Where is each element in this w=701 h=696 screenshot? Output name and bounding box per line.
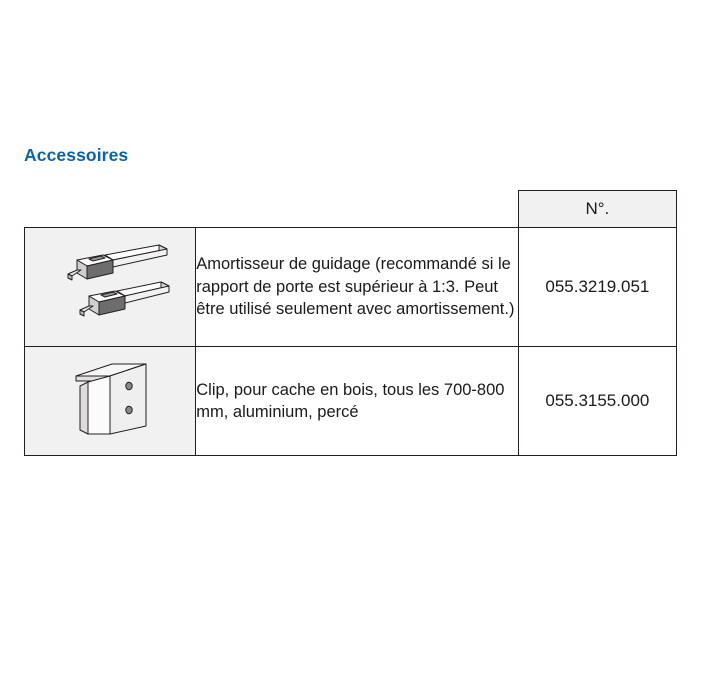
table-row [25, 347, 677, 456]
table-header-row [25, 191, 677, 228]
clip-bracket-illustration [25, 347, 195, 455]
table-row [25, 228, 677, 347]
header-image-blank [25, 191, 196, 228]
header-number: N°. [518, 191, 676, 228]
damper-guide-illustration [25, 228, 195, 346]
product-number: 055.3155.000 [518, 347, 676, 456]
product-description: Clip, pour cache en bois, tous les 700-800 mm, aluminium, percé [196, 347, 518, 456]
header-description-blank [196, 191, 518, 228]
product-image-cell [25, 347, 196, 456]
accessories-table [24, 190, 677, 456]
page-title: Accessoires [24, 145, 129, 165]
product-number: 055.3219.051 [518, 228, 676, 347]
product-image-cell [25, 228, 196, 347]
product-description: Amortisseur de guidage (recommandé si le rapport de porte est supérieur à 1:3. Peut être utilisé seulement avec amortissement.) [196, 228, 518, 347]
